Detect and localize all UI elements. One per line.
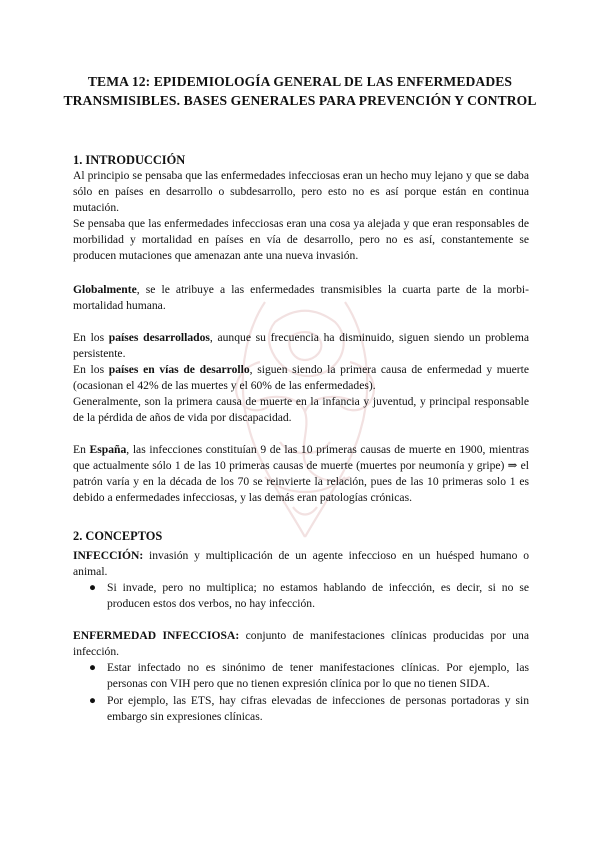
section-heading-introduccion: 1. INTRODUCCIÓN — [73, 153, 186, 167]
intro-paragraph-desarrollados — [73, 330, 529, 362]
list-item — [73, 660, 529, 692]
intro-paragraph-1: Al principio se pensaba que las enfermedades infecciosas eran un hecho muy lejano y que se daba sólo en países en desarrollo o subdesarrollo, pero esto no es así porque están en continua mutación. — [73, 169, 529, 214]
definition-infeccion — [73, 548, 529, 580]
text-desarrollados-rest: , aunque su frecuencia ha disminuido, siguen siendo un problema persistente. — [73, 331, 529, 360]
text-espana-rest: , las infecciones constituían 9 de las 10 primeras causas de muerte en 1900, mientras que actualmente sólo 1 de las 10 primeras causas de muerte (muertes por neumonía y gripe) ⇒ el patrón varía y en la década de los 70 se reinvierte la relación, pues de las 10 primeras solo 1 es debido a enfermedades infecciosas, y las demás eran patologías crónicas. — [73, 443, 530, 504]
bullet-icon: ● — [89, 581, 97, 594]
text-vias-rest: , siguen siendo la primera causa de enfermedad y muerte (ocasionan el 42% de las muertes y el 60% de las enfermedades). — [73, 363, 529, 392]
intro-paragraph-globalmente — [73, 282, 529, 314]
intro-paragraph-vias-desarrollo — [73, 362, 529, 394]
def-enfermedad-infecciosa: conjunto de manifestaciones clínicas producidas por una infección. — [73, 629, 529, 658]
definition-enfermedad-infecciosa — [73, 628, 529, 660]
term-infeccion: INFECCIÓN: — [73, 549, 144, 562]
document-title: TEMA 12: EPIDEMIOLOGÍA GENERAL DE LAS ENFERMEDADES TRANSMISIBLES. BASES GENERALES PARA PREVENCIÓN Y CONTROL — [63, 74, 537, 108]
bold-paises-vias-desarrollo: países en vías de desarrollo — [108, 363, 250, 376]
text-espana-pre: En — [73, 443, 90, 456]
bullet-icon: ● — [89, 661, 97, 674]
bold-espana: España — [89, 443, 127, 456]
bullet-icon: ● — [89, 693, 97, 707]
bold-paises-desarrollados: países desarrollados — [108, 331, 210, 344]
text-desarrollados-pre: En los — [73, 331, 109, 344]
text-globalmente-rest: , se le atribuye a las enfermedades transmisibles la cuarta parte de la morbi-mortalidad humana. — [73, 283, 529, 312]
infeccion-bullet-list — [73, 580, 529, 613]
bullet-text: Por ejemplo, las ETS, hay cifras elevadas de infecciones de personas portadoras y sin embargo sin expresiones clínicas. — [107, 693, 529, 723]
bullet-text: Si invade, pero no multiplica; no estamos hablando de infección, es decir, si no se producen estos dos verbos, no hay infección. — [107, 581, 529, 610]
intro-paragraph-espana — [73, 442, 529, 506]
intro-paragraph-generalmente: Generalmente, son la primera causa de muerte en la infancia y juventud, y principal responsable de la pérdida de años de vida por discapacidad. — [73, 395, 529, 424]
list-item — [73, 693, 529, 725]
def-infeccion: invasión y multiplicación de un agente infeccioso en un huésped humano o animal. — [73, 549, 529, 578]
intro-paragraph-2: Se pensaba que las enfermedades infecciosas eran una cosa ya alejada y que eran responsables de morbilidad y mortalidad en países en vía de desarrollo, pero no es así, constantemente se producen mutaciones que amenazan ante una nueva invasión. — [73, 217, 529, 262]
bold-globalmente: Globalmente — [73, 283, 137, 296]
bullet-text: Estar infectado no es sinónimo de tener manifestaciones clínicas. Por ejemplo, las personas con VIH pero que no tienen expresión clínica por lo que no tienen SIDA. — [107, 661, 529, 690]
enfermedad-bullet-list — [73, 660, 529, 726]
text-vias-pre: En los — [73, 363, 109, 376]
section-heading-conceptos: 2. CONCEPTOS — [73, 529, 163, 543]
list-item — [73, 580, 529, 612]
term-enfermedad-infecciosa: ENFERMEDAD INFECCIOSA: — [73, 629, 240, 642]
